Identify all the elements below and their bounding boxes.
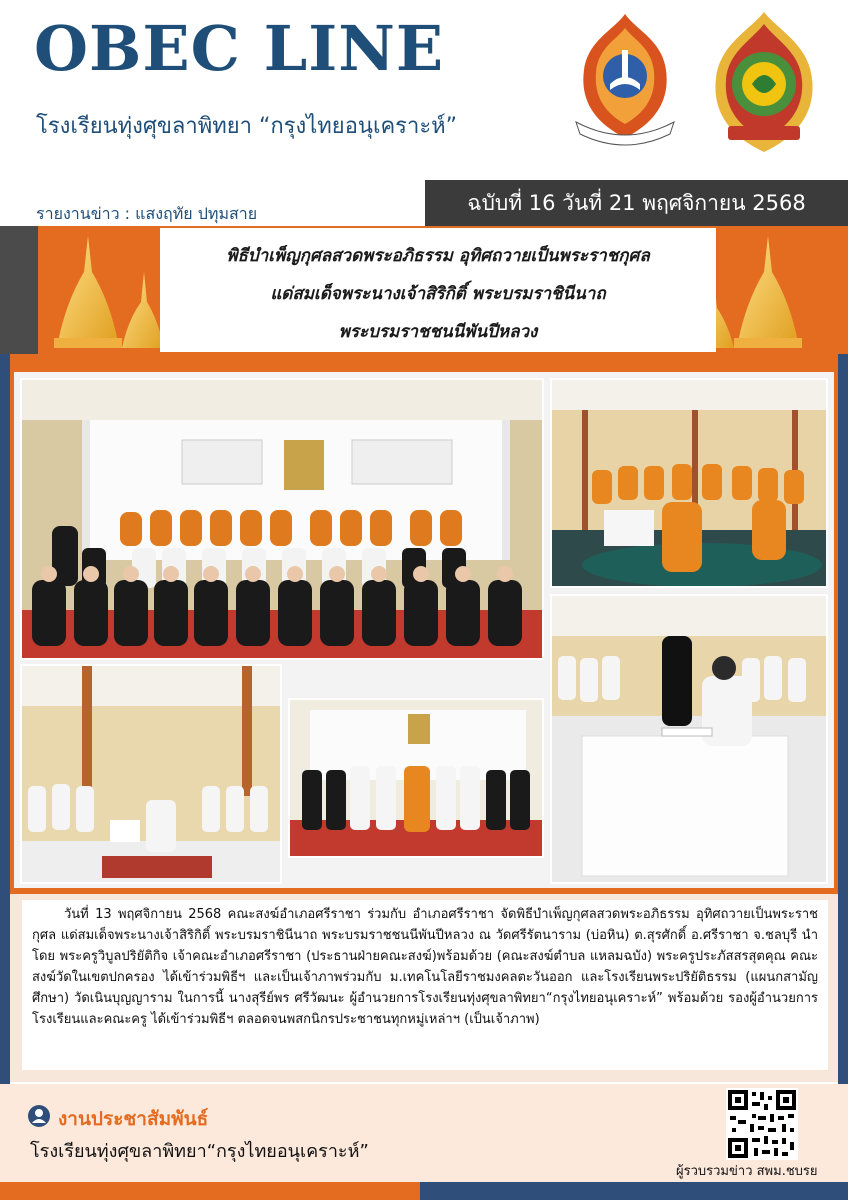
pr-department: งานประชาสัมพันธ์	[58, 1108, 209, 1130]
banner-left-strip	[0, 226, 38, 354]
golden-pagoda-left-icon	[48, 232, 168, 352]
signing-book-photo	[550, 594, 828, 884]
headline-box	[160, 228, 716, 352]
user-icon	[28, 1105, 50, 1127]
qr-code-icon[interactable]	[726, 1088, 798, 1160]
school-emblem-logo	[566, 10, 684, 150]
headline-line-3: พระบรมราชชนนีพันปีหลวง	[338, 322, 538, 342]
footer-orange-strip	[0, 1182, 420, 1200]
group-photo-ceremony	[20, 378, 544, 660]
group-with-monk-photo	[288, 698, 544, 858]
reporter-credit: รายงานข่าว : แสงฤทัย ปทุมสาย	[36, 204, 258, 223]
school-name: โรงเรียนทุ่งศุขลาพิทยา “กรุงไทยอนุเคราะห์”	[36, 114, 458, 139]
right-side-strip	[838, 354, 848, 1084]
obec-emblem-logo	[704, 8, 824, 158]
headline-line-2: แด่สมเด็จพระนางเจ้าสิริกิติ์ พระบรมราชินีนาถ	[270, 284, 606, 304]
news-compiler-credit: ผู้รวบรวมข่าว สพม.ชบรย	[676, 1164, 818, 1179]
newsletter-header	[0, 0, 848, 180]
left-side-strip	[0, 354, 10, 1084]
hall-seated-photo	[20, 664, 282, 884]
footer-blue-strip	[420, 1182, 848, 1200]
headline-line-1: พิธีบำเพ็ญกุศลสวดพระอภิธรรม อุทิศถวายเป็นพระราชกุศล	[226, 246, 650, 266]
monks-seated-photo	[550, 378, 828, 588]
issue-info-text: ฉบับที่ 16 วันที่ 21 พฤศจิกายน 2568	[467, 190, 806, 215]
issue-info-bar	[425, 180, 848, 226]
footer-school-name: โรงเรียนทุ่งศุขลาพิทยา“กรุงไทยอนุเคราะห์”	[30, 1141, 369, 1162]
article-paragraph: วันที่ 13 พฤศจิกายน 2568 คณะสงฆ์อำเภอศรีราชา ร่วมกับ อำเภอศรีราชา จัดพิธีบำเพ็ญกุศลสวดพระอภิธรรม อุทิศถวายเป็นพระราชกุศล แด่สมเด็จพระนางเจ้าสิริกิติ์ พระบรมราชินีนาถ พระบรมราชชนนีพันปีหลวง ณ วัดศรีรัตนาราม (บ่อหิน) ต.สุรศักดิ์ อ.ศรีราชา จ.ชลบุรี นำโดย พระครูวิบูลปริยัติกิจ เจ้าคณะอำเภอศรีราชา (ประธานฝ่ายคณะสงฆ์)พร้อมด้วย (คณะสงฆ์ตำบล แหลมฉบัง) พระครูประภัสสรสุตคุณ คณะสงฆ์วัดในเขตปกครอง ได้เข้าร่วมพิธีฯ และเป็นเจ้าภาพร่วมกับ ม.เทคโนโลยีราชมงคลตะวันออก และโรงเรียนพระปริยัติธรรม (แผนกสามัญศึกษา) วัดเนินบุญญาราม ในการนี้ นางสุรีย์พร ศรีวัฒนะ ผู้อำนวยการโรงเรียนทุ่งศุขลาพิทยา“กรุงไทยอนุเคราะห์” พร้อมด้วย รองผู้อำนวยการโรงเรียนและคณะครู ได้เข้าร่วมพิธีฯ ตลอดจนพสกนิกรประชาชนทุกหมู่เหล่าฯ (เป็นเจ้าภาพ)	[32, 907, 818, 1027]
article-body	[22, 900, 828, 1070]
newsletter-title: OBEC LINE	[34, 12, 445, 85]
